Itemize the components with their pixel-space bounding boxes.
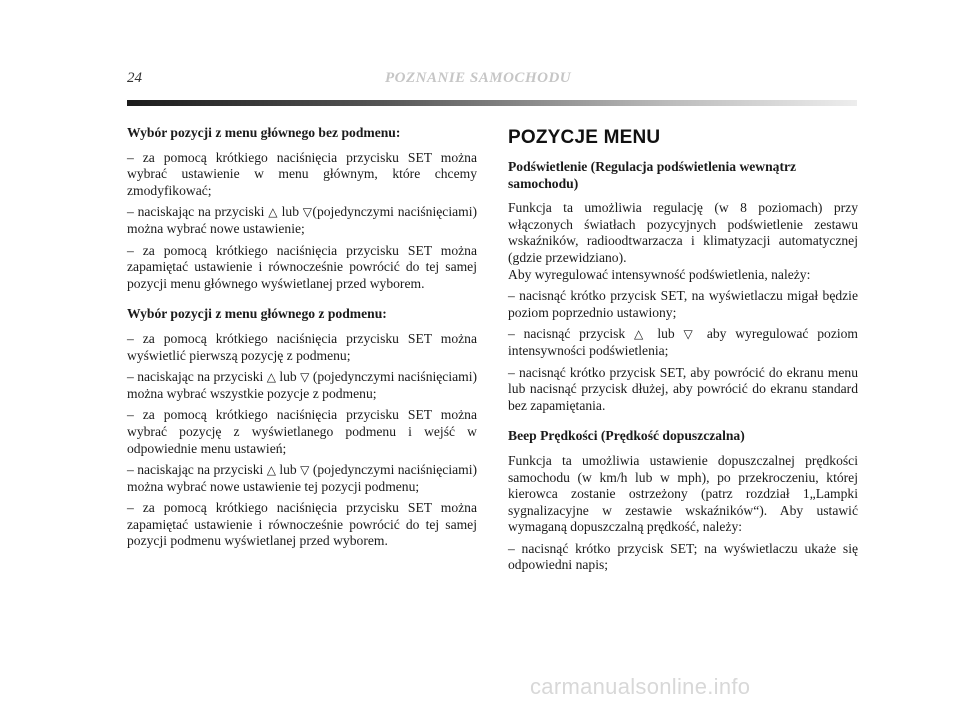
paragraph: Funkcja ta umożliwia ustawienie dopuszczalnej prędkości samochodu (w km/h lub w mph), po przekroczeniu, której kierowca zostanie ostrzeżony (patrz rozdział 1„Lampki sygnalizacyjne w zestawie wskaźników“). Aby ustawić wymaganą dopuszczalną prędkość, należy: xyxy=(508,452,858,535)
running-header: POZNANIE SAMOCHODU xyxy=(385,70,572,86)
down-triangle-icon: ▽ xyxy=(302,205,313,220)
paragraph: – za pomocą krótkiego naciśnięcia przycisku SET można zapamiętać ustawienie i równocześnie powrócić do tej samej pozycji menu głównego wyświetlanej przed wyborem. xyxy=(127,242,477,291)
up-triangle-icon: △ xyxy=(268,205,278,220)
paragraph: – nacisnąć przycisk △ lub ▽ aby wyregulować poziom intensywności podświetlenia; xyxy=(508,326,859,358)
section-title: POZYCJE MENU xyxy=(508,127,661,148)
up-triangle-icon: △ xyxy=(266,370,276,385)
paragraph: – naciskając na przyciski △ lub ▽ (pojedynczymi naciśnięciami) można wybrać wszystkie pozycje z podmenu; xyxy=(127,369,478,401)
up-triangle-icon: △ xyxy=(633,327,649,342)
paragraph: – za pomocą krótkiego naciśnięcia przycisku SET można wyświetlić pierwszą pozycję z podmenu; xyxy=(127,330,477,363)
header-rule xyxy=(127,100,857,106)
paragraph: – nacisnąć krótko przycisk SET, aby powrócić do ekranu menu lub nacisnąć przycisk dłużej, aby powrócić do ekranu standard bez zapamiętania. xyxy=(508,364,858,413)
paragraph: – za pomocą krótkiego naciśnięcia przycisku SET można wybrać pozycję z wyświetlanego podmenu i wejść w odpowiednie menu ustawień; xyxy=(127,407,477,456)
down-triangle-icon: ▽ xyxy=(683,327,699,342)
paragraph: – naciskając na przyciski △ lub ▽(pojedynczymi naciśnięciami) można wybrać nowe ustawienie; xyxy=(127,204,478,236)
paragraph: – nacisnąć krótko przycisk SET, na wyświetlaczu migał będzie poziom poprzednio ustawiony; xyxy=(508,288,858,320)
paragraph: Funkcja ta umożliwia regulację (w 8 poziomach) przy włączonych światłach pozycyjnych podświetlenie zestawu wskaźników, radioodtwarzacza i klimatyzacji automatycznej (gdzie przewidziano). xyxy=(508,200,858,265)
paragraph: – nacisnąć krótko przycisk SET; na wyświetlaczu ukaże się odpowiedni napis; xyxy=(508,540,858,573)
down-triangle-icon: ▽ xyxy=(300,370,310,385)
right-column xyxy=(508,125,858,579)
paragraph: Aby wyregulować intensywność podświetlenia, należy: xyxy=(508,266,811,282)
subheading: Podświetlenie (Regulacja podświetlenia wewnątrz samochodu) xyxy=(508,159,797,191)
subheading: Beep Prędkości (Prędkość dopuszczalna) xyxy=(508,428,745,444)
subheading: Wybór pozycji z menu głównego bez podmenu: xyxy=(127,125,401,140)
left-column xyxy=(127,125,477,555)
paragraph: – za pomocą krótkiego naciśnięcia przycisku SET można zapamiętać ustawienie i równocześnie powrócić do tej samej pozycji podmenu wyświetlanej przed wyborem. xyxy=(127,500,477,549)
down-triangle-icon: ▽ xyxy=(300,463,310,478)
page-number: 24 xyxy=(127,70,142,86)
up-triangle-icon: △ xyxy=(266,463,276,478)
subheading: Wybór pozycji z menu głównego z podmenu: xyxy=(127,306,387,322)
paragraph: – za pomocą krótkiego naciśnięcia przycisku SET można wybrać ustawienie w menu głównym, które chcemy zmodyfikować; xyxy=(127,149,477,198)
watermark: carmanualsonline.info xyxy=(530,674,751,699)
paragraph: – naciskając na przyciski △ lub ▽ (pojedynczymi naciśnięciami) można wybrać nowe ustawienie tej pozycji podmenu; xyxy=(127,462,478,494)
